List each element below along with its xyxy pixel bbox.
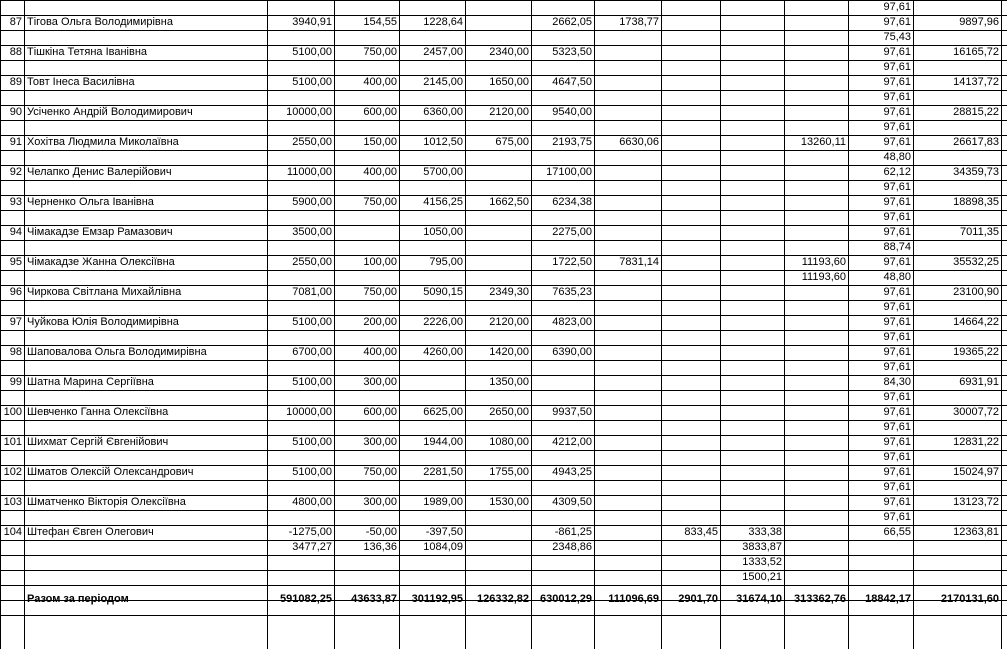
amount-cell: 97,61: [883, 1, 911, 13]
amount-cell: 97,61: [883, 211, 911, 223]
amount-cell: 11193,60: [801, 256, 846, 268]
amount-cell: 10000,00: [286, 406, 332, 418]
amount-cell: 2457,00: [423, 46, 463, 58]
employee-name: Хохітва Людмила Миколаївна: [27, 136, 179, 148]
total-label: Разом за періодом: [27, 593, 129, 605]
grid-column-line: [848, 0, 849, 649]
grid-row-line: [0, 615, 1007, 616]
amount-cell: 26617,83: [953, 136, 999, 148]
row-number: 102: [3, 466, 22, 478]
total-amount-cell: 591082,25: [280, 593, 332, 605]
amount-cell: 4800,00: [292, 496, 332, 508]
amount-cell: 5100,00: [292, 46, 332, 58]
grid-column-line: [784, 0, 785, 649]
employee-name: Чуйкова Юлія Володимирівна: [27, 316, 179, 328]
employee-name: Штефан Євген Олегович: [27, 526, 154, 538]
total-amount-cell: 111096,69: [608, 593, 659, 605]
amount-cell: 1228,64: [423, 16, 463, 28]
amount-cell: 97,61: [883, 451, 911, 463]
amount-cell: 97,61: [883, 316, 911, 328]
amount-cell: 97,61: [883, 76, 911, 88]
amount-cell: 100,00: [363, 256, 397, 268]
amount-cell: 14664,22: [953, 316, 999, 328]
row-number: 87: [9, 16, 22, 28]
amount-cell: 5100,00: [292, 316, 332, 328]
amount-cell: 5100,00: [292, 466, 332, 478]
amount-cell: 5323,50: [552, 46, 592, 58]
grid-column-line: [661, 0, 662, 649]
amount-cell: 1420,00: [489, 346, 529, 358]
amount-cell: 17100,00: [546, 166, 592, 178]
amount-cell: 97,61: [883, 496, 911, 508]
amount-cell: 3477,27: [292, 541, 332, 553]
amount-cell: 6630,06: [619, 136, 659, 148]
row-number: 91: [9, 136, 22, 148]
amount-cell: 300,00: [363, 436, 397, 448]
amount-cell: 795,00: [429, 256, 463, 268]
amount-cell: 97,61: [883, 181, 911, 193]
amount-cell: 35532,25: [953, 256, 999, 268]
amount-cell: 333,38: [748, 526, 782, 538]
row-number: 88: [9, 46, 22, 58]
amount-cell: 2275,00: [552, 226, 592, 238]
amount-cell: 34359,73: [953, 166, 999, 178]
amount-cell: 16165,72: [953, 46, 999, 58]
amount-cell: 1989,00: [423, 496, 463, 508]
amount-cell: 7831,14: [619, 256, 659, 268]
amount-cell: 5100,00: [292, 376, 332, 388]
amount-cell: 4260,00: [423, 346, 463, 358]
row-number: 101: [3, 436, 22, 448]
amount-cell: 15024,97: [953, 466, 999, 478]
employee-name: Шматченко Вікторія Олексіївна: [27, 496, 186, 508]
amount-cell: 13123,72: [953, 496, 999, 508]
amount-cell: 2348,86: [552, 541, 592, 553]
amount-cell: 1722,50: [552, 256, 592, 268]
amount-cell: 1755,00: [489, 466, 529, 478]
amount-cell: 300,00: [363, 496, 397, 508]
row-number: 95: [9, 256, 22, 268]
amount-cell: 13260,11: [800, 136, 846, 148]
total-amount-cell: 126332,82: [477, 593, 529, 605]
amount-cell: 1530,00: [489, 496, 529, 508]
amount-cell: 30007,72: [953, 406, 999, 418]
amount-cell: 97,61: [883, 466, 911, 478]
amount-cell: 9937,50: [552, 406, 592, 418]
total-amount-cell: 313362,76: [794, 593, 846, 605]
amount-cell: 12363,81: [953, 526, 999, 538]
amount-cell: 97,61: [883, 226, 911, 238]
row-number: 89: [9, 76, 22, 88]
amount-cell: 2120,00: [489, 316, 529, 328]
amount-cell: 675,00: [495, 136, 529, 148]
amount-cell: 5100,00: [292, 76, 332, 88]
amount-cell: 97,61: [883, 91, 911, 103]
amount-cell: 97,61: [883, 481, 911, 493]
amount-cell: 4823,00: [552, 316, 592, 328]
amount-cell: -50,00: [365, 526, 397, 538]
amount-cell: 2145,00: [423, 76, 463, 88]
amount-cell: 750,00: [363, 196, 397, 208]
row-number: 96: [9, 286, 22, 298]
amount-cell: 23100,90: [953, 286, 999, 298]
amount-cell: 12831,22: [953, 436, 999, 448]
row-number: 99: [9, 376, 22, 388]
employee-name: Чиркова Світлана Михайлівна: [27, 286, 182, 298]
amount-cell: 97,61: [883, 106, 911, 118]
amount-cell: 136,36: [363, 541, 397, 553]
amount-cell: 9540,00: [552, 106, 592, 118]
amount-cell: 4647,50: [552, 76, 592, 88]
amount-cell: 14137,72: [953, 76, 999, 88]
amount-cell: 1650,00: [489, 76, 529, 88]
amount-cell: 3940,91: [292, 16, 332, 28]
amount-cell: 62,12: [883, 166, 911, 178]
grid-row-line: [0, 555, 1007, 556]
amount-cell: 10000,00: [286, 106, 332, 118]
row-number: 98: [9, 346, 22, 358]
grid-column-line: [531, 0, 532, 649]
employee-name: Черненко Ольга Іванівна: [27, 196, 154, 208]
grid-column-line: [465, 0, 466, 649]
grid-column-line: [24, 0, 25, 649]
amount-cell: 600,00: [363, 406, 397, 418]
amount-cell: 97,61: [883, 196, 911, 208]
amount-cell: 6625,00: [423, 406, 463, 418]
row-number: 92: [9, 166, 22, 178]
employee-name: Чімакадзе Емзар Рамазович: [27, 226, 173, 238]
amount-cell: 2281,50: [423, 466, 463, 478]
grid-column-line: [913, 0, 914, 649]
amount-cell: 66,55: [883, 526, 911, 538]
grid-column-line: [1001, 0, 1002, 649]
amount-cell: 97,61: [883, 256, 911, 268]
amount-cell: 1012,50: [423, 136, 463, 148]
amount-cell: 7011,35: [960, 226, 999, 238]
amount-cell: 4309,50: [552, 496, 592, 508]
amount-cell: 750,00: [363, 466, 397, 478]
amount-cell: 97,61: [883, 331, 911, 343]
employee-name: Усіченко Андрій Володимирович: [27, 106, 193, 118]
amount-cell: 88,74: [883, 241, 911, 253]
amount-cell: 97,61: [883, 61, 911, 73]
amount-cell: 97,61: [883, 301, 911, 313]
total-amount-cell: 2901,70: [678, 593, 718, 605]
grid-column-line: [720, 0, 721, 649]
amount-cell: 19365,22: [953, 346, 999, 358]
amount-cell: 400,00: [363, 166, 397, 178]
amount-cell: 1738,77: [619, 16, 659, 28]
amount-cell: 1662,50: [489, 196, 529, 208]
amount-cell: 5090,15: [423, 286, 463, 298]
amount-cell: 2120,00: [489, 106, 529, 118]
amount-cell: 150,00: [363, 136, 397, 148]
row-number: 93: [9, 196, 22, 208]
amount-cell: 6234,38: [552, 196, 592, 208]
total-amount-cell: 31674,10: [736, 593, 782, 605]
row-number: 90: [9, 106, 22, 118]
amount-cell: 97,61: [883, 511, 911, 523]
employee-name: Шевченко Ганна Олексіївна: [27, 406, 169, 418]
amount-cell: 97,61: [883, 361, 911, 373]
amount-cell: 97,61: [883, 421, 911, 433]
amount-cell: 2349,30: [489, 286, 529, 298]
amount-cell: 48,80: [883, 151, 911, 163]
employee-name: Товт Інеса Василівна: [27, 76, 135, 88]
amount-cell: 3500,00: [292, 226, 332, 238]
amount-cell: 11193,60: [801, 271, 846, 283]
amount-cell: 7635,23: [552, 286, 592, 298]
employee-name: Шаповалова Ольга Володимирівна: [27, 346, 207, 358]
amount-cell: 7081,00: [292, 286, 332, 298]
amount-cell: 5700,00: [423, 166, 463, 178]
total-amount-cell: 301192,95: [411, 593, 463, 605]
amount-cell: -861,25: [554, 526, 592, 538]
amount-cell: 6700,00: [292, 346, 332, 358]
amount-cell: 97,61: [883, 16, 911, 28]
amount-cell: 75,43: [883, 31, 911, 43]
amount-cell: 3833,87: [742, 541, 782, 553]
amount-cell: 2340,00: [489, 46, 529, 58]
total-amount-cell: 630012,29: [540, 593, 592, 605]
amount-cell: 9897,96: [959, 16, 999, 28]
amount-cell: 750,00: [363, 286, 397, 298]
amount-cell: 2662,05: [552, 16, 592, 28]
amount-cell: 2550,00: [292, 136, 332, 148]
amount-cell: 2193,75: [552, 136, 592, 148]
amount-cell: 1333,52: [742, 556, 782, 568]
total-amount-cell: 18842,17: [865, 593, 911, 605]
employee-name: Тігова Ольга Володимирівна: [27, 16, 173, 28]
amount-cell: 48,80: [883, 271, 911, 283]
amount-cell: 200,00: [363, 316, 397, 328]
amount-cell: 2226,00: [423, 316, 463, 328]
grid-column-line: [267, 0, 268, 649]
amount-cell: 1080,00: [489, 436, 529, 448]
amount-cell: 84,30: [883, 376, 911, 388]
total-amount-cell: 43633,87: [351, 593, 397, 605]
amount-cell: 1944,00: [423, 436, 463, 448]
amount-cell: 400,00: [363, 76, 397, 88]
grid-row-line: [0, 540, 1007, 541]
amount-cell: 97,61: [883, 406, 911, 418]
amount-cell: 750,00: [363, 46, 397, 58]
amount-cell: -397,50: [425, 526, 463, 538]
amount-cell: 4212,00: [552, 436, 592, 448]
row-number: 103: [3, 496, 22, 508]
amount-cell: 97,61: [883, 46, 911, 58]
amount-cell: 400,00: [363, 346, 397, 358]
grid-column-line: [594, 0, 595, 649]
amount-cell: 6390,00: [552, 346, 592, 358]
amount-cell: 28815,22: [953, 106, 999, 118]
amount-cell: 97,61: [883, 436, 911, 448]
row-number: 100: [3, 406, 22, 418]
grid-column-line: [399, 0, 400, 649]
employee-name: Тішкіна Тетяна Іванівна: [27, 46, 148, 58]
amount-cell: 6931,91: [959, 376, 999, 388]
employee-name: Шихмат Сергій Євгенійович: [27, 436, 169, 448]
amount-cell: 4156,25: [423, 196, 463, 208]
amount-cell: 6360,00: [423, 106, 463, 118]
amount-cell: 97,61: [883, 346, 911, 358]
amount-cell: 300,00: [363, 376, 397, 388]
row-number: 97: [9, 316, 22, 328]
total-amount-cell: 2170131,60: [940, 593, 999, 605]
amount-cell: 97,61: [883, 121, 911, 133]
amount-cell: 600,00: [363, 106, 397, 118]
amount-cell: 18898,35: [953, 196, 999, 208]
amount-cell: 4943,25: [552, 466, 592, 478]
amount-cell: 5100,00: [292, 436, 332, 448]
employee-name: Чімакадзе Жанна Олексіївна: [27, 256, 175, 268]
amount-cell: 833,45: [684, 526, 718, 538]
amount-cell: 5900,00: [292, 196, 332, 208]
amount-cell: 1084,09: [423, 541, 463, 553]
row-number: 104: [3, 526, 22, 538]
amount-cell: 2550,00: [292, 256, 332, 268]
amount-cell: 154,55: [363, 16, 397, 28]
grid-column-line: [334, 0, 335, 649]
amount-cell: 1500,21: [742, 571, 782, 583]
amount-cell: 97,61: [883, 286, 911, 298]
amount-cell: 11000,00: [286, 166, 332, 178]
employee-name: Шатна Марина Сергіївна: [27, 376, 154, 388]
amount-cell: -1275,00: [288, 526, 332, 538]
employee-name: Шматов Олексій Олександрович: [27, 466, 194, 478]
amount-cell: 1350,00: [489, 376, 529, 388]
amount-cell: 97,61: [883, 136, 911, 148]
employee-name: Челапко Денис Валерійович: [27, 166, 172, 178]
amount-cell: 1050,00: [423, 226, 463, 238]
row-number: 94: [9, 226, 22, 238]
grid-row-line: [0, 585, 1007, 586]
amount-cell: 2650,00: [489, 406, 529, 418]
grid-row-line: [0, 570, 1007, 571]
amount-cell: 97,61: [883, 391, 911, 403]
